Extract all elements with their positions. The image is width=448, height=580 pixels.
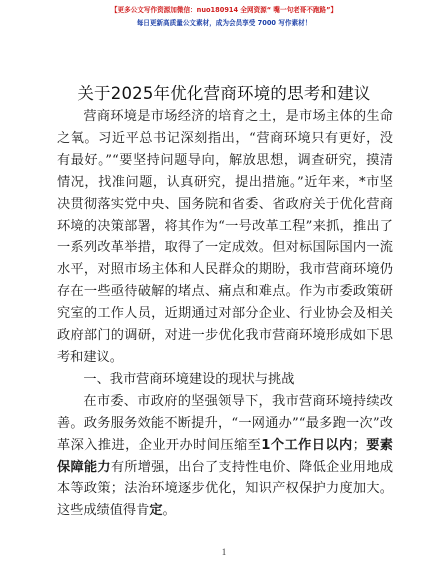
section-heading-1: 一、我市营商环境建设的现状与挑战 bbox=[83, 371, 295, 387]
paragraph-status-bold-2: 要素保障能力 bbox=[57, 437, 393, 475]
promo-banner bbox=[0, 4, 448, 30]
paragraph-status bbox=[57, 391, 393, 522]
document-title: 关于2025年优化营商环境的思考和建议 bbox=[77, 84, 371, 103]
paragraph-status-bold-3: 定 bbox=[149, 503, 163, 519]
document-body bbox=[57, 106, 393, 522]
page-number: 1 bbox=[221, 547, 227, 557]
paragraph-status-text-4: 。 bbox=[162, 503, 176, 519]
promo-banner-line-2: 每日更新高质量公文素材，成为会员享受 7000 写作素材！ bbox=[136, 19, 312, 27]
paragraph-status-text-3: 有所增强，出台了支持性电价、降低企业用地成本等政策；法治环境逐步优化，知识产权保护力度加大。这些成绩值得肯 bbox=[57, 459, 394, 519]
promo-banner-line-1: 【更多公文写作资源加微信：nuo180914 全网资源“ 嘴一句老哥不跑路”】 bbox=[110, 6, 338, 14]
paragraph-intro: 营商环境是市场经济的培育之土，是市场主体的生命之氧。习近平总书记深刻指出，“营商环境只有更好，没有最好。”“要坚持问题导向，解放思想，调查研究，摸清情况，找准问题，认真研究，提出措施。”近年来，*市坚决贯彻落实党中央、国务院和省委、省政府关于优化营商环境的决策部署，将其作为“一号改革工程”来抓，推出了一系列改革举措，取得了一定成效。但对标国际国内一流水平，对照市场主体和人民群众的期盼，我市营商环境仍存在一些亟待破解的堵点、痛点和难点。作为市委政策研究室的工作人员，近期通过对部分企业、行业协会及相关政府部门的调研，对进一步优化我市营商环境形成如下思考和建议。 bbox=[57, 109, 393, 365]
paragraph-status-bold-1: 1个工作日以内 bbox=[261, 437, 353, 453]
paragraph-status-text-1: 在市委、市政府的坚强领导下，我市营商环境持续改善。政务服务效能不断提升，“一网通办”“最多跑一次”改革深入推进，企业开办时间压缩至 bbox=[57, 393, 393, 453]
paragraph-status-text-2: ； bbox=[352, 437, 366, 453]
